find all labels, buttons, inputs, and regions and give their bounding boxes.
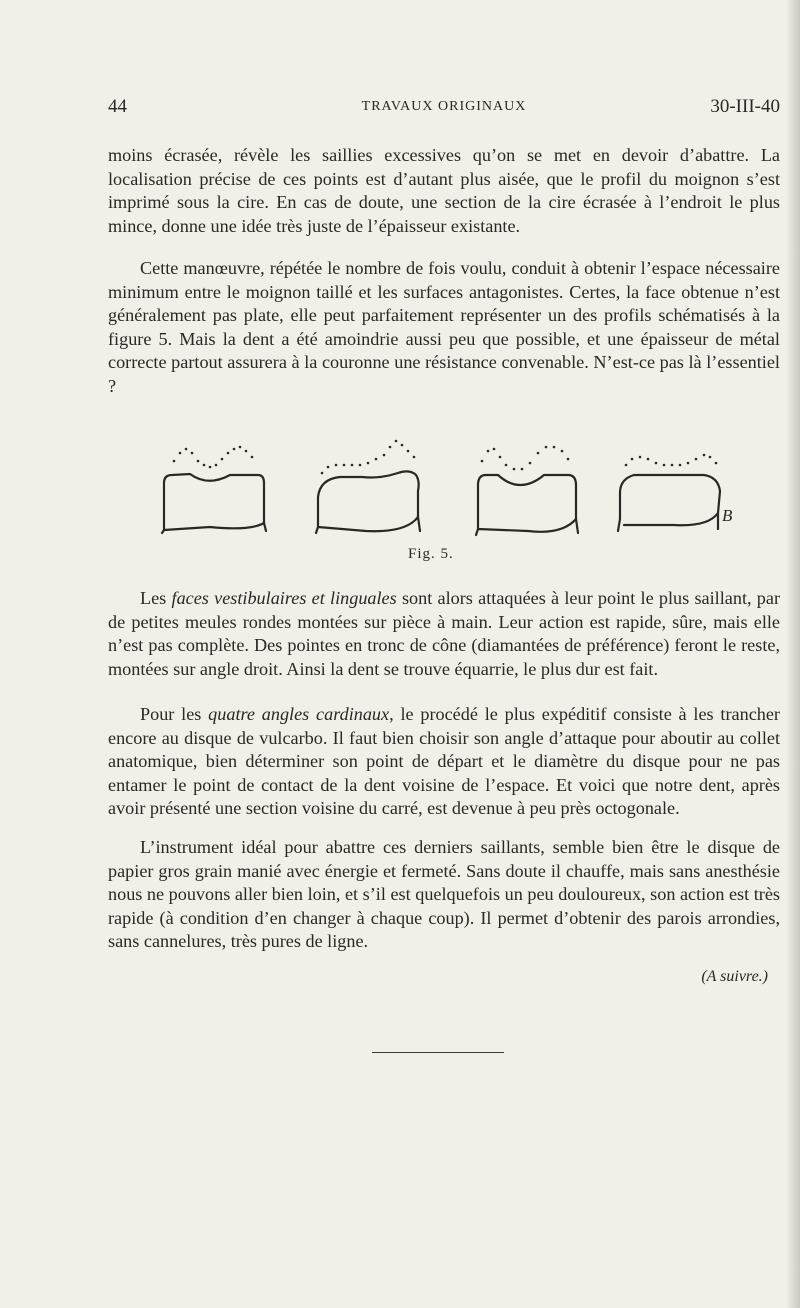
p3-rest: sont alors attaquées à leur point le plus saillant, par de petites meules rondes montées sur pièce à main. Leur action est rapide, sûre, mais elle n’est pas complète. Des pointes en tronc de cône (diamantées de préférence) feront le reste, montées sur angle droit. Ainsi la dent se trouve équarrie, le plus dur est fait. [108,588,781,679]
tooth-profile-2 [316,471,420,533]
page-number: 44 [108,96,127,117]
p3-italic-term: faces vestibulaires et linguales [171,588,397,608]
occlusal-dots-1 [173,446,254,469]
tooth-profile-3 [476,475,578,535]
to-be-continued: (A suivre.) [701,968,768,985]
figure-signature: B [722,506,733,525]
p4-rest: le procédé le plus expéditif consiste à les trancher encore au disque de vulcarbo. Il faut bien choisir son angle d’attaque pour aboutir au collet anatomique, bien déterminer son point de départ et le diamètre du disque pour ne pas entamer le point de contact de la dent voisine de l’espace. Et voici que notre dent, après avoir présenté une section voisine du carré, est devenue à peu près octogonale. [108,704,780,818]
paragraph-3 [108,587,780,681]
running-title: TRAVAUX ORIGINAUX [361,99,527,114]
tooth-profile-4 [618,475,720,531]
tooth-profile-1 [162,474,266,533]
figure-caption: Fig. 5. [408,546,454,562]
p3-lead: Les [140,588,172,608]
occlusal-dots-2 [321,440,416,475]
p4-italic-term: quatre angles cardinaux, [208,704,394,724]
paragraph-4 [108,703,780,821]
end-rule [372,1052,504,1053]
issue-date: 30-III-40 [710,96,780,117]
occlusal-dots-3 [481,446,570,471]
paragraph-5: L’instrument idéal pour abattre ces derniers saillants, semble bien être le disque de papier gros grain manié avec énergie et fermeté. Sans doute il chauffe, mais sans anesthésie nous ne pouvons aller bien loin, et s’il est quelquefois un peu douloureux, son action est très rapide (à condition d’en changer à chaque coup). Il permet d’obtenir des parois arrondies, sans cannelures, très pures de ligne. [108,837,780,951]
figure-5-tooth-profiles [150,435,750,545]
paragraph-1: moins écrasée, révèle les saillies excessives qu’on se met en devoir d’abattre. La localisation précise de ces points est d’autant plus aisée, que le profil du moignon s’est imprimé sous la cire. En cas de doute, une section de la cire écrasée à l’endroit le plus mince, donne une idée très juste de l’épaisseur existante. [108,145,780,236]
page-edge [786,0,800,1308]
p4-lead: Pour les [140,704,209,724]
occlusal-dots-4 [625,454,718,467]
paragraph-2: Cette manœuvre, répétée le nombre de fois voulu, conduit à obtenir l’espace nécessaire minimum entre le moignon taillé et les surfaces antagonistes. Certes, la face obtenue n’est généralement pas plate, elle peut parfaitement représenter un des profils schématisés à la figure 5. Mais la dent a été amoindrie aussi peu que possible, et une épaisseur de métal correcte partout assurera à la couronne une résistance convenable. N’est-ce pas là l’essentiel ? [108,258,780,396]
page-header [108,96,780,122]
